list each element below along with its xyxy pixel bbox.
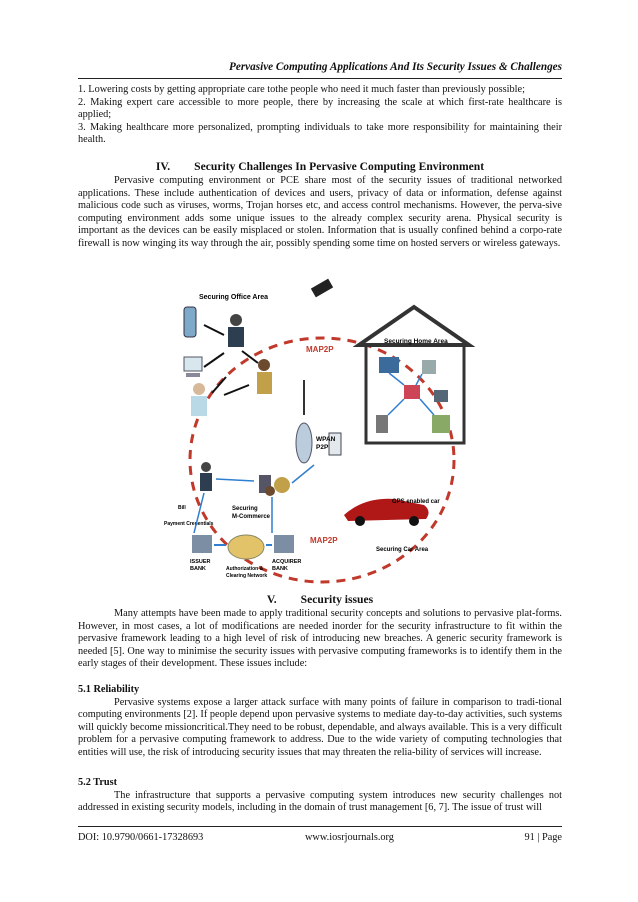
list-item: 1. Lowering costs by getting appropriate care tothe people who need it much faster than previously possible;: [78, 84, 525, 95]
subsection-5-1-paragraph: Pervasive systems expose a larger attack surface with many points of failure in comparison to tradi-tional computing environments [2]. If people depend upon pervasive systems to mediate day-to-day activities, such systems will quickly become missioncritical.They need to be robust, dependable, and always available. This is a very difficult problem for a pervasive computing framework to address. Due to the wide variety of computing technologies that entities will use, the risk of introducing security issues that may threaten the relia-bility of services will increase.: [78, 696, 562, 758]
subsection-5-2: [78, 777, 562, 815]
bank-icon: [274, 535, 294, 553]
appliance-icon: [422, 360, 436, 374]
phone-icon: [184, 307, 196, 337]
p2p-label: P2P: [316, 444, 329, 451]
map2p-label: MAP2P: [310, 536, 338, 545]
running-title: Pervasive Computing Applications And Its Security Issues & Challenges: [229, 61, 562, 73]
section-5-body: [78, 608, 562, 671]
wpan-label: WPAN: [316, 436, 336, 443]
appliance-icon: [404, 385, 420, 399]
map2p-label: MAP2P: [306, 345, 334, 354]
header-rule: [78, 78, 562, 79]
footer-doi: DOI: 10.9790/0661-17328693: [78, 832, 204, 843]
subsection-5-2-title: 5.2 Trust: [78, 777, 118, 788]
acquirer-label: BANK: [272, 566, 288, 572]
wpan-device-icon: [296, 423, 312, 463]
appliance-icon: [376, 415, 388, 433]
satellite-icon: [311, 279, 333, 298]
person-icon: [200, 462, 212, 491]
person-icon: [257, 359, 272, 394]
security-areas-figure: [164, 265, 476, 587]
car-wheel: [355, 516, 365, 526]
acquirer-label: ACQUIRER: [272, 559, 302, 565]
appliance-icon: [434, 390, 448, 402]
footer-page-number: 91 | Page: [524, 832, 562, 843]
car-area-label: Securing Car Area: [376, 547, 429, 553]
home-area-label: Securing Home Area: [384, 338, 448, 345]
car-wheel: [409, 516, 419, 526]
section-4-number: IV.: [155, 160, 171, 173]
doctor-icon: [191, 383, 207, 416]
gps-car-label: GPS enabled car: [392, 499, 440, 505]
page: [78, 0, 562, 902]
bill-label: Bill: [178, 505, 186, 511]
list-block: [78, 84, 562, 147]
section-4-body: [78, 175, 562, 251]
auth-label: Authorization &: [226, 566, 264, 572]
section-4-paragraph: Pervasive computing environment or PCE share most of the security issues of traditional networked applications. These include authentication of devices and users, privacy of data or information, defense against malicious code such as viruses, worms, Trojan horses etc, and access control mechanisms. However, the perva-sive computing environment adds some unique issues to the already complex security arena. Physical security is important as the devices can be easily misplaced or stolen. Information that is usually confined behind a corpo-rate firewall is now winging its way through the air, possibly spending some time on hosted servers or wireless gateways.: [78, 175, 562, 249]
section-5-title: Security issues: [300, 593, 374, 606]
section-4-title: Security Challenges In Pervasive Computing Environment: [194, 160, 485, 173]
computer-icon: [184, 357, 202, 377]
subsection-5-1: [78, 684, 562, 760]
issuer-label: BANK: [190, 566, 206, 572]
mcommerce-label: Securing: [232, 506, 258, 512]
appliance-icon: [432, 415, 450, 433]
subsection-5-1-title: 5.1 Reliability: [78, 684, 140, 695]
footer-rule: [78, 826, 562, 827]
section-5-heading: [78, 593, 562, 606]
list-item: 2. Making expert care accessible to more people, there by increasing the scale at which first-rate healthcare is applied;: [78, 96, 562, 121]
mcommerce-label: M-Commerce: [232, 514, 271, 520]
section-4-heading: [78, 160, 562, 173]
tv-icon: [379, 357, 399, 373]
section-5-paragraph: Many attempts have been made to apply traditional security concepts and solutions to pervasive plat-forms. However, in most cases, a lot of modifications are needed inorder for the security infrastructure to fit within the pervasive framework leading to a high level of risk of introducing new breaches. A generic security framework is needed [5]. One way to minimise the security issues with pervasive computing frameworks is to identify them in the early stages of their development. These issues include:: [78, 608, 562, 670]
network-cloud-icon: [228, 535, 264, 559]
footer-website: www.iosrjournals.org: [305, 832, 394, 843]
office-area-label: Securing Office Area: [199, 294, 268, 301]
subsection-5-2-paragraph: The infrastructure that supports a pervasive computing system introduces new security challenges not addressed in existing security models, including in the domain of trust management [6, 7]. The issue of trust will: [78, 789, 562, 814]
list-item: 3. Making healthcare more personalized, prompting individuals to take more responsibility for maintaining their health.: [78, 121, 562, 146]
person-icon: [228, 314, 244, 347]
bank-icon: [192, 535, 212, 553]
section-5-number: V.: [266, 593, 277, 606]
issuer-label: ISSUER: [190, 559, 211, 565]
bill-label: Payment Credentials: [164, 521, 214, 527]
auth-label: Clearing Network: [226, 573, 268, 579]
